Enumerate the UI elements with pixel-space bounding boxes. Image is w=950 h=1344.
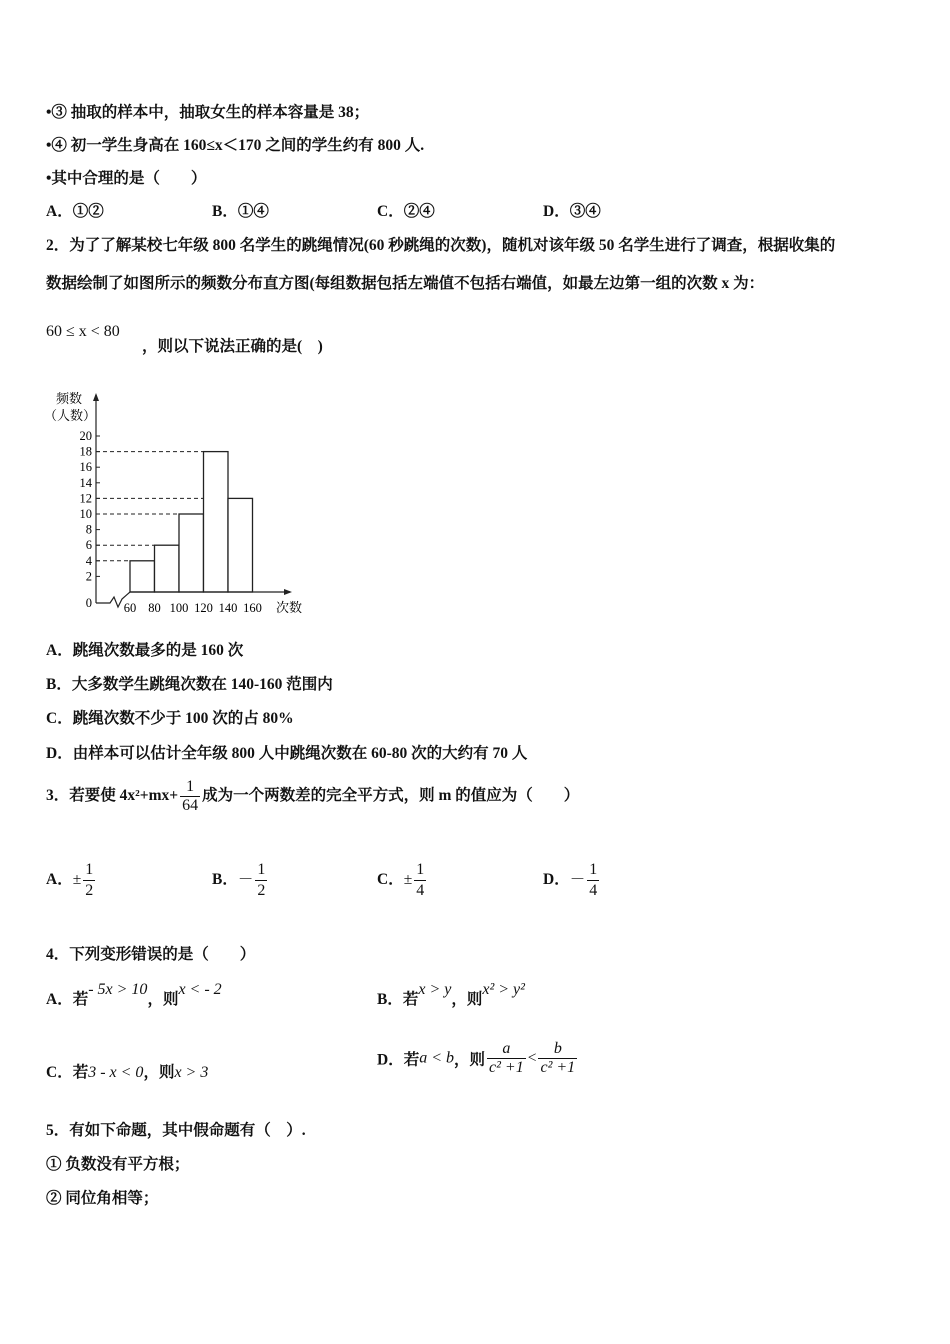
q3-stem — [46, 778, 579, 815]
y-tick-label-2: 2 — [85, 569, 92, 584]
q3-option-c-num: 1 — [416, 861, 425, 878]
q3-option-c-den: 4 — [416, 882, 425, 899]
q4-d-condition: a < b — [419, 1049, 454, 1067]
x-axis-arrow — [284, 589, 292, 595]
q3-option-d — [543, 860, 601, 901]
q4-c-result: x > 3 — [174, 1064, 209, 1081]
x-tick-label-140: 140 — [218, 601, 238, 615]
q3-option-d-frac — [587, 860, 599, 901]
q4-title: 4．下列变形错误的是（ ） — [46, 946, 256, 963]
q1-option-d: D．③④ — [543, 203, 601, 220]
q4-option-a — [46, 981, 222, 1010]
bar-60-80 — [130, 561, 155, 592]
y-axis-label-line2: （人数） — [44, 408, 97, 423]
q4-d-frac-right — [538, 1040, 577, 1077]
q3-option-c-frac — [414, 860, 426, 901]
x-tick-label-160: 160 — [243, 601, 262, 615]
q3-prefix: 3．若要使 4x²+mx+ — [46, 787, 179, 805]
q2-stem-line3: ，则以下说法正确的是( ) — [142, 338, 323, 355]
q4-d-den2: c² +1 — [540, 1059, 576, 1076]
q3-option-c-label: C． — [377, 871, 404, 889]
bar-120-140 — [204, 452, 229, 592]
q3-option-a-sign: ± — [72, 871, 82, 889]
q4-d-frac-left — [487, 1040, 526, 1077]
bar-140-160 — [228, 498, 253, 592]
q5-item-1: ① 负数没有平方根； — [46, 1156, 190, 1173]
q3-option-d-den: 4 — [589, 882, 598, 899]
x-tick-label-60: 60 — [123, 601, 137, 615]
q4-d-den1: c² +1 — [489, 1059, 524, 1076]
q2-stem-line2: 数据绘制了如图所示的频数分布直方图(每组数据包括左端值不包括右端值，如最左边第一组的次数 x 为： — [46, 275, 765, 292]
q3-option-b-frac — [255, 860, 267, 901]
q4-b-label: B．若 — [377, 991, 419, 1008]
q3-option-b — [212, 860, 269, 901]
q3-option-d-label: D． — [543, 871, 570, 889]
q3-option-b-num: 1 — [257, 861, 266, 878]
q1-prompt: •其中合理的是（ ） — [46, 170, 207, 187]
q4-d-num2: b — [553, 1040, 562, 1057]
q3-option-d-num: 1 — [589, 861, 598, 878]
q3-option-c-sign: ± — [403, 871, 413, 889]
q5-item-2: ② 同位角相等； — [46, 1190, 159, 1207]
bar-100-120 — [179, 514, 204, 592]
y-tick-label-20: 20 — [79, 429, 92, 443]
q3-option-a — [46, 860, 97, 901]
y-axis-label-line1: 频数 — [56, 391, 83, 406]
q4-option-b — [377, 981, 525, 1010]
q3-option-a-num: 1 — [85, 861, 94, 878]
q4-b-condition: x > y — [418, 981, 452, 998]
q1-option-c: C．②④ — [377, 203, 435, 220]
q3-suffix: 成为一个两数差的完全平方式，则 m 的值应为（ ） — [202, 787, 580, 805]
q3-option-b-sign: － — [237, 871, 254, 889]
q1-option-b: B．①④ — [212, 203, 269, 220]
y-tick-label-8: 8 — [85, 522, 92, 537]
q2-option-b: B．大多数学生跳绳次数在 140-160 范围内 — [46, 676, 333, 693]
q4-d-less-than: < — [527, 1049, 537, 1067]
q2-inequality-text: 60 ≤ x < 80 — [46, 323, 120, 340]
q3-option-b-label: B． — [212, 871, 238, 889]
q2-option-a: A．跳绳次数最多的是 160 次 — [46, 642, 244, 659]
q4-option-d — [377, 1040, 579, 1077]
y-tick-label-16: 16 — [79, 460, 92, 475]
q4-d-num1: a — [502, 1040, 511, 1057]
q4-a-then: ，则 — [147, 991, 179, 1008]
q2-option-c: C．跳绳次数不少于 100 次的占 80% — [46, 710, 294, 727]
q1-item-4: •④ 初一学生身高在 160≤x＜170 之间的学生约有 800 人. — [46, 137, 425, 154]
q4-c-then: ，则 — [143, 1064, 175, 1081]
q4-c-label: C．若 — [46, 1064, 89, 1081]
y-tick-label-10: 10 — [79, 507, 92, 521]
q2-inequality — [46, 322, 120, 342]
y-tick-label-14: 14 — [79, 475, 92, 490]
q4-c-condition: 3 - x < 0 — [88, 1064, 144, 1081]
q1-item-3: •③ 抽取的样本中，抽取女生的样本容量是 38； — [46, 104, 370, 121]
q4-a-result: x < - 2 — [178, 981, 222, 998]
y-tick-label-4: 4 — [85, 553, 92, 568]
q3-option-c — [377, 860, 428, 901]
q4-d-label: D．若 — [377, 1051, 420, 1069]
q4-b-result: x² > y² — [482, 981, 525, 998]
y-tick-label-12: 12 — [79, 491, 92, 506]
q4-b-then: ，则 — [451, 991, 483, 1008]
x-axis-label: 次数 — [276, 600, 303, 615]
q2-stem-line1: 2．为了了解某校七年级 800 名学生的跳绳情况(60 秒跳绳的次数)，随机对该年级 50 名学生进行了调查，根据收集的 — [46, 237, 836, 254]
q3-option-a-label: A． — [46, 871, 73, 889]
x-tick-label-120: 120 — [194, 601, 213, 615]
y-tick-label-18: 18 — [79, 444, 92, 459]
q5-title: 5．有如下命题，其中假命题有（ ）. — [46, 1122, 306, 1139]
q3-frac-num: 1 — [186, 778, 195, 795]
q3-frac-den: 64 — [182, 797, 199, 814]
q4-a-condition: - 5x > 10 — [88, 981, 148, 998]
bar-80-100 — [155, 545, 180, 592]
x-tick-label-80: 80 — [148, 601, 161, 615]
y-axis-arrow — [93, 393, 99, 401]
q4-option-c — [46, 1063, 208, 1083]
q4-d-then: ，则 — [454, 1051, 486, 1069]
q3-option-a-frac — [83, 860, 95, 901]
q3-option-a-den: 2 — [85, 882, 94, 899]
q3-fraction — [180, 778, 200, 815]
x-tick-label-100: 100 — [169, 601, 189, 615]
q4-a-label: A．若 — [46, 991, 89, 1008]
q3-option-d-sign: － — [569, 871, 586, 889]
q1-option-a: A．①② — [46, 203, 104, 220]
q2-option-d: D．由样本可以估计全年级 800 人中跳绳次数在 60-80 次的大约有 70 人 — [46, 745, 528, 762]
y-tick-label-6: 6 — [85, 538, 92, 553]
y-tick-label-0: 0 — [85, 596, 92, 610]
q3-option-b-den: 2 — [257, 882, 266, 899]
frequency-histogram — [40, 385, 320, 620]
